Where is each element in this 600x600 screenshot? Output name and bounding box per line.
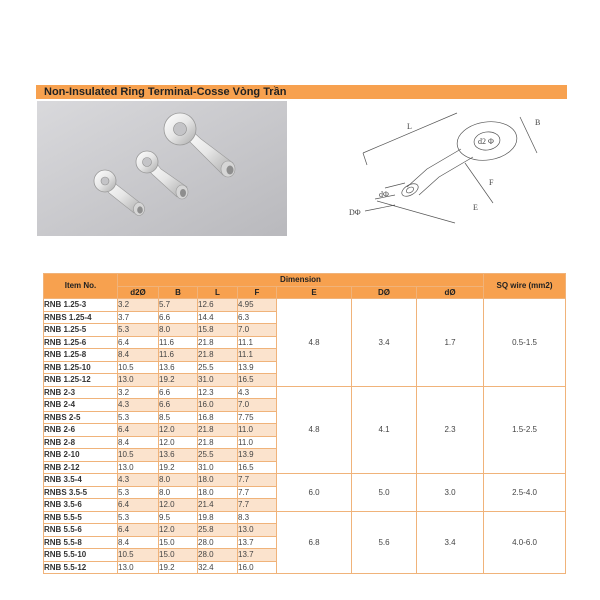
cell-D: 4.1	[352, 386, 417, 474]
item-no: RNBS 2-5	[44, 411, 118, 424]
cell-F: 7.75	[238, 411, 277, 424]
cell-L: 21.8	[198, 349, 238, 362]
cell-sq-wire: 4.0-6.0	[484, 511, 566, 574]
technical-drawing	[315, 103, 565, 235]
cell-L: 15.8	[198, 324, 238, 337]
cell-F: 16.5	[238, 374, 277, 387]
cell-d2: 4.3	[118, 474, 159, 487]
cell-F: 16.0	[238, 561, 277, 574]
cell-B: 9.5	[159, 511, 198, 524]
cell-L: 18.0	[198, 474, 238, 487]
item-no: RNB 2-12	[44, 461, 118, 474]
cell-B: 15.0	[159, 536, 198, 549]
cell-L: 19.8	[198, 511, 238, 524]
cell-d2: 13.0	[118, 561, 159, 574]
cell-L: 25.5	[198, 449, 238, 462]
cell-d2: 3.2	[118, 299, 159, 312]
cell-B: 15.0	[159, 549, 198, 562]
col-B: B	[159, 286, 198, 299]
cell-F: 7.7	[238, 486, 277, 499]
item-no: RNB 3.5-4	[44, 474, 118, 487]
cell-sq-wire: 2.5-4.0	[484, 474, 566, 512]
label-F: F	[489, 178, 494, 187]
item-no: RNB 5.5-8	[44, 536, 118, 549]
item-no: RNB 2-6	[44, 424, 118, 437]
item-no: RNB 2-3	[44, 386, 118, 399]
title-banner	[36, 85, 567, 99]
spec-table-body	[44, 299, 566, 574]
cell-F: 11.1	[238, 349, 277, 362]
cell-F: 11.0	[238, 436, 277, 449]
item-no: RNB 1.25-12	[44, 374, 118, 387]
cell-D: 5.6	[352, 511, 417, 574]
table-row	[44, 474, 566, 487]
product-photo	[37, 101, 287, 236]
cell-F: 13.7	[238, 549, 277, 562]
cell-B: 11.6	[159, 349, 198, 362]
item-no: RNB 1.25-5	[44, 324, 118, 337]
cell-d: 2.3	[417, 386, 484, 474]
cell-d: 3.4	[417, 511, 484, 574]
item-no: RNB 1.25-10	[44, 361, 118, 374]
item-no: RNB 1.25-3	[44, 299, 118, 312]
cell-F: 13.9	[238, 449, 277, 462]
cell-F: 13.7	[238, 536, 277, 549]
cell-B: 13.6	[159, 449, 198, 462]
label-d2: d2 Φ	[478, 137, 494, 146]
cell-d2: 5.3	[118, 324, 159, 337]
cell-d2: 3.2	[118, 386, 159, 399]
item-no: RNB 2-8	[44, 436, 118, 449]
cell-d: 3.0	[417, 474, 484, 512]
cell-D: 5.0	[352, 474, 417, 512]
item-no: RNB 3.5-6	[44, 499, 118, 512]
cell-F: 13.0	[238, 524, 277, 537]
item-no: RNB 1.25-6	[44, 336, 118, 349]
cell-E: 4.8	[277, 386, 352, 474]
item-no: RNBS 1.25-4	[44, 311, 118, 324]
cell-L: 31.0	[198, 374, 238, 387]
cell-F: 11.0	[238, 424, 277, 437]
cell-L: 12.3	[198, 386, 238, 399]
item-no-header: Item No.	[44, 274, 118, 299]
cell-d2: 5.3	[118, 486, 159, 499]
cell-d2: 8.4	[118, 436, 159, 449]
cell-L: 14.4	[198, 311, 238, 324]
cell-F: 6.3	[238, 311, 277, 324]
cell-E: 4.8	[277, 299, 352, 387]
table-row	[44, 299, 566, 312]
col-F: F	[238, 286, 277, 299]
cell-B: 6.6	[159, 311, 198, 324]
cell-L: 31.0	[198, 461, 238, 474]
cell-L: 16.0	[198, 399, 238, 412]
cell-L: 25.8	[198, 524, 238, 537]
cell-sq-wire: 0.5-1.5	[484, 299, 566, 387]
item-no: RNBS 3.5-5	[44, 486, 118, 499]
cell-d2: 3.7	[118, 311, 159, 324]
cell-D: 3.4	[352, 299, 417, 387]
cell-F: 7.7	[238, 474, 277, 487]
cell-L: 21.8	[198, 436, 238, 449]
cell-d2: 10.5	[118, 449, 159, 462]
cell-L: 25.5	[198, 361, 238, 374]
cell-E: 6.8	[277, 511, 352, 574]
col-d2: d2Ø	[118, 286, 159, 299]
item-no: RNB 5.5-10	[44, 549, 118, 562]
cell-B: 8.0	[159, 474, 198, 487]
cell-F: 4.3	[238, 386, 277, 399]
cell-B: 13.6	[159, 361, 198, 374]
cell-F: 7.0	[238, 399, 277, 412]
cell-d2: 8.4	[118, 536, 159, 549]
cell-d2: 5.3	[118, 411, 159, 424]
cell-d: 1.7	[417, 299, 484, 387]
cell-L: 28.0	[198, 536, 238, 549]
cell-B: 12.0	[159, 499, 198, 512]
cell-L: 12.6	[198, 299, 238, 312]
cell-B: 6.6	[159, 386, 198, 399]
col-d: dØ	[417, 286, 484, 299]
cell-B: 12.0	[159, 524, 198, 537]
cell-B: 11.6	[159, 336, 198, 349]
cell-L: 28.0	[198, 549, 238, 562]
item-no: RNB 5.5-6	[44, 524, 118, 537]
label-E: E	[473, 203, 478, 212]
cell-d2: 13.0	[118, 374, 159, 387]
dimension-header: Dimension	[118, 274, 484, 287]
cell-B: 19.2	[159, 461, 198, 474]
cell-d2: 6.4	[118, 524, 159, 537]
cell-d2: 10.5	[118, 549, 159, 562]
page-title: Non-Insulated Ring Terminal-Cosse Vòng Trần	[44, 86, 287, 98]
item-no: RNB 2-4	[44, 399, 118, 412]
cell-F: 4.95	[238, 299, 277, 312]
cell-F: 13.9	[238, 361, 277, 374]
col-E: E	[277, 286, 352, 299]
cell-L: 21.4	[198, 499, 238, 512]
cell-F: 16.5	[238, 461, 277, 474]
spec-table	[43, 273, 566, 574]
cell-F: 8.3	[238, 511, 277, 524]
cell-d2: 6.4	[118, 336, 159, 349]
cell-d2: 6.4	[118, 499, 159, 512]
cell-L: 21.8	[198, 336, 238, 349]
cell-d2: 6.4	[118, 424, 159, 437]
cell-B: 8.0	[159, 324, 198, 337]
cell-B: 6.6	[159, 399, 198, 412]
cell-B: 19.2	[159, 374, 198, 387]
cell-d2: 5.3	[118, 511, 159, 524]
cell-B: 5.7	[159, 299, 198, 312]
cell-d2: 10.5	[118, 361, 159, 374]
cell-B: 12.0	[159, 424, 198, 437]
ring-terminals-image	[37, 101, 287, 236]
sq-wire-header: SQ wire (mm2)	[484, 274, 566, 299]
cell-B: 8.5	[159, 411, 198, 424]
cell-B: 19.2	[159, 561, 198, 574]
cell-L: 21.8	[198, 424, 238, 437]
cell-F: 7.7	[238, 499, 277, 512]
item-no: RNB 2-10	[44, 449, 118, 462]
label-L: L	[407, 122, 412, 131]
cell-d2: 13.0	[118, 461, 159, 474]
cell-d2: 4.3	[118, 399, 159, 412]
item-no: RNB 5.5-12	[44, 561, 118, 574]
cell-F: 11.1	[238, 336, 277, 349]
col-L: L	[198, 286, 238, 299]
label-d: dΦ	[379, 190, 389, 199]
cell-sq-wire: 1.5-2.5	[484, 386, 566, 474]
table-row	[44, 386, 566, 399]
item-no: RNB 1.25-8	[44, 349, 118, 362]
label-B: B	[535, 118, 541, 127]
cell-B: 12.0	[159, 436, 198, 449]
cell-L: 18.0	[198, 486, 238, 499]
cell-B: 8.0	[159, 486, 198, 499]
cell-L: 32.4	[198, 561, 238, 574]
col-D: DØ	[352, 286, 417, 299]
cell-E: 6.0	[277, 474, 352, 512]
table-row	[44, 511, 566, 524]
cell-d2: 8.4	[118, 349, 159, 362]
cell-F: 7.0	[238, 324, 277, 337]
label-D: DΦ	[349, 208, 361, 217]
cell-L: 16.8	[198, 411, 238, 424]
item-no: RNB 5.5-5	[44, 511, 118, 524]
